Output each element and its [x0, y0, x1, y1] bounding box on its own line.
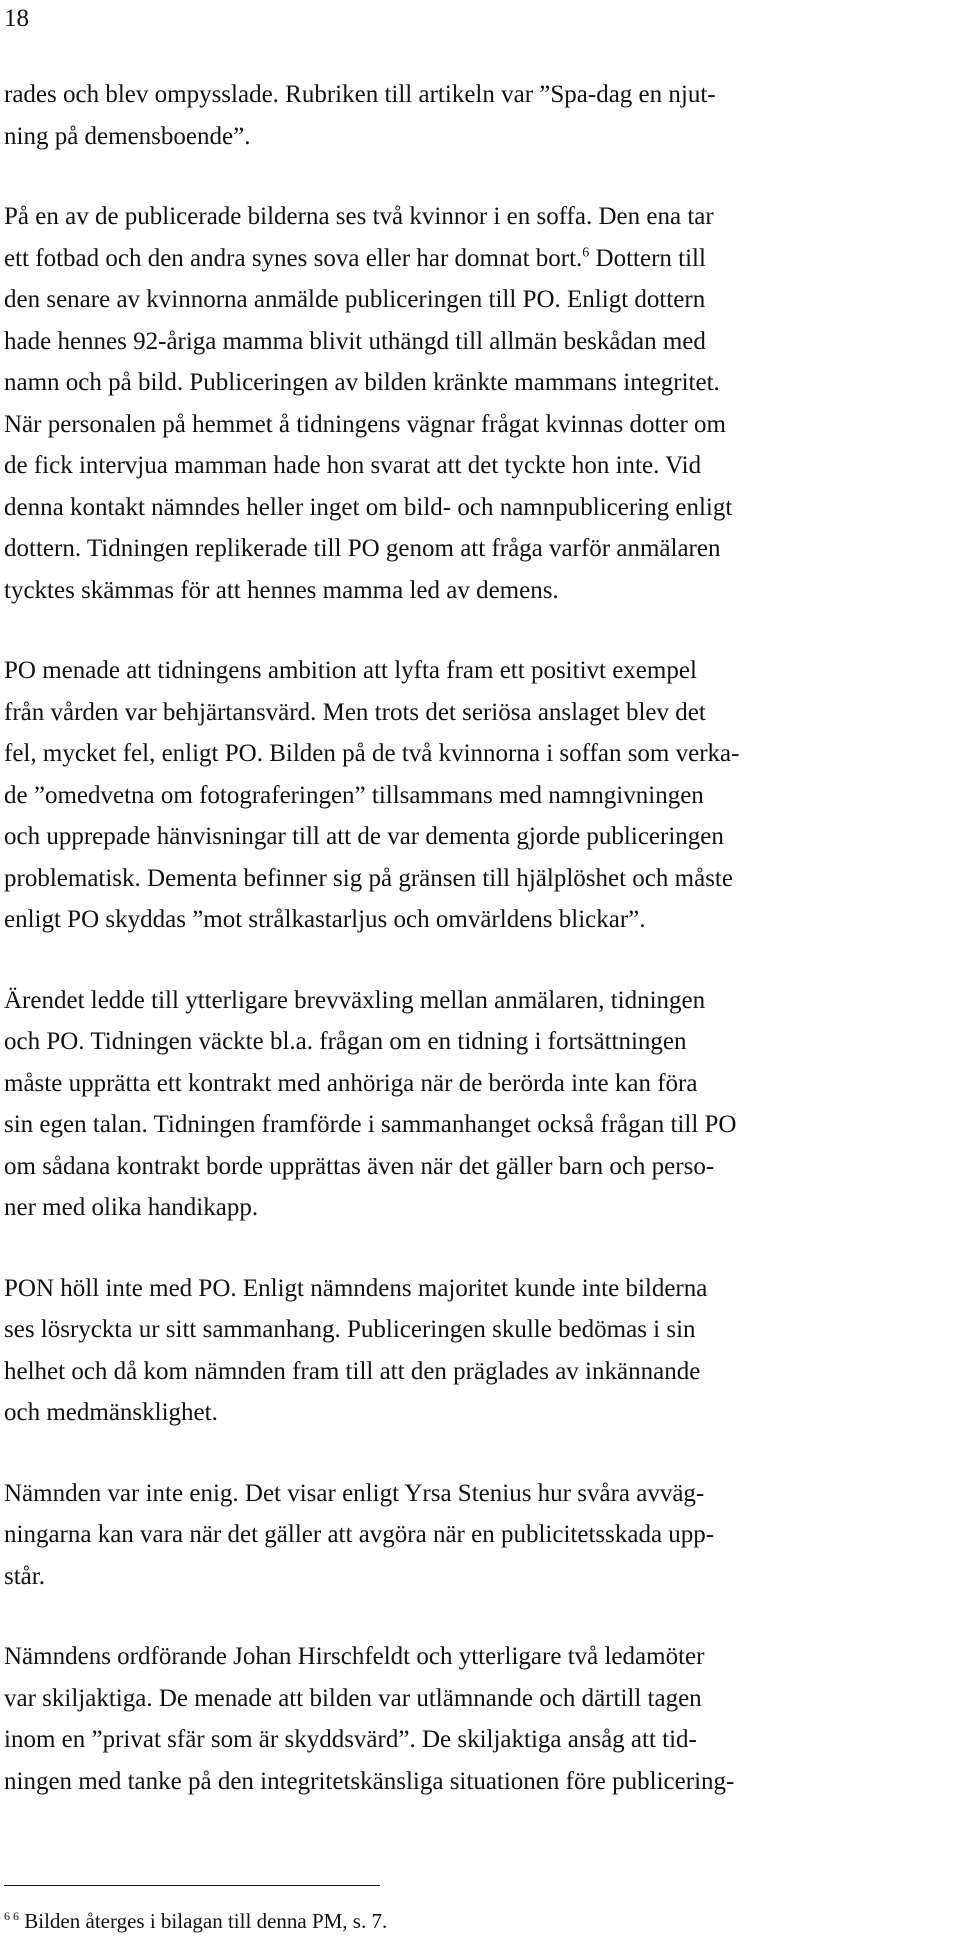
text-line: ses lösryckta ur sitt sammanhang. Publiceringen skulle bedömas i sin — [4, 1316, 696, 1343]
paragraph — [4, 1473, 954, 1598]
text-line: tycktes skämmas för att hennes mamma led av demens. — [4, 576, 559, 604]
text-line: inom en ”privat sfär som är skyddsvärd”. De skiljaktiga ansåg att tid- — [4, 1726, 697, 1753]
paragraph — [4, 650, 954, 941]
paragraph — [4, 980, 954, 1229]
text-line: de fick intervjua mamman hade hon svarat att det tyckte hon inte. Vid — [4, 452, 702, 479]
text-line: måste upprätta ett kontrakt med anhöriga när de berörda inte kan föra — [4, 1069, 698, 1097]
text-line: ner med olika handikapp. — [4, 1194, 259, 1221]
text-line: När personalen på hemmet å tidningens vägnar frågat kvinnas dotter om — [4, 410, 726, 438]
paragraph — [4, 74, 954, 157]
text-line: PO menade att tidningens ambition att lyfta fram ett positivt exempel — [4, 657, 697, 684]
text-line: om sådana kontrakt borde upprättas även när det gäller barn och perso- — [4, 1152, 715, 1180]
text-line-with-footnote — [4, 238, 954, 280]
text-line: denna kontakt nämndes heller inget om bild- och namnpublicering enligt — [4, 493, 733, 521]
text-line: och medmänsklighet. — [4, 1399, 218, 1426]
text-line: fel, mycket fel, enligt PO. Bilden på de två kvinnorna i soffan som verka- — [4, 740, 740, 767]
footnote-marks: 6 6 — [4, 1909, 19, 1923]
text-line: den senare av kvinnorna anmälde publiceringen till PO. Enligt dottern — [4, 286, 706, 313]
footnote-reference[interactable]: 6 — [582, 245, 590, 261]
text-line: de ”omedvetna om fotograferingen” tillsammans med namngivningen — [4, 781, 704, 809]
text-line: namn och på bild. Publiceringen av bilden kränkte mammans integritet. — [4, 369, 720, 396]
text-line: och PO. Tidningen väckte bl.a. frågan om en tidning i fortsättningen — [4, 1028, 687, 1055]
text-line: sin egen talan. Tidningen framförde i sammanhanget också frågan till PO — [4, 1111, 737, 1138]
text-line: från vården var behjärtansvärd. Men trots det seriösa anslaget blev det — [4, 698, 706, 726]
text-line: ningen med tanke på den integritetskänsliga situationen före publicering- — [4, 1767, 735, 1795]
footnote — [4, 1906, 387, 1936]
paragraph — [4, 1636, 954, 1802]
text-line: ningarna kan vara när det gäller att avgöra när en publicitetsskada upp- — [4, 1521, 715, 1548]
text-line: helhet och då kom nämnden fram till att den präglades av inkännande — [4, 1357, 701, 1385]
text-line: problematisk. Dementa befinner sig på gränsen till hjälplöshet och måste — [4, 864, 733, 892]
text-line: och upprepade hänvisningar till att de var dementa gjorde publiceringen — [4, 823, 724, 850]
text-line: dottern. Tidningen replikerade till PO genom att fråga varför anmälaren — [4, 535, 721, 562]
paragraph — [4, 1268, 954, 1434]
text-line: hade hennes 92-åriga mamma blivit uthängd till allmän beskådan med — [4, 327, 706, 355]
text-line: står. — [4, 1562, 45, 1590]
text-line: Nämndens ordförande Johan Hirschfeldt och ytterligare två ledamöter — [4, 1643, 705, 1670]
text-line: Nämnden var inte enig. Det visar enligt Yrsa Stenius hur svåra avväg- — [4, 1479, 705, 1507]
paragraph — [4, 196, 954, 611]
text-line: enligt PO skyddas ”mot strålkastarljus och omvärldens blickar”. — [4, 906, 646, 933]
footnote-divider — [4, 1885, 380, 1886]
text-line: var skiljaktiga. De menade att bilden var utlämnande och därtill tagen — [4, 1684, 702, 1712]
text-line: Ärendet ledde till ytterligare brevväxling mellan anmälaren, tidningen — [4, 986, 706, 1014]
text-line: ning på demensboende”. — [4, 122, 251, 150]
footnote-text: Bilden återges i bilagan till denna PM, s. 7. — [19, 1909, 388, 1933]
text-line: rades och blev ompysslade. Rubriken till artikeln var ”Spa-dag en njut- — [4, 81, 716, 108]
text-run: ett fotbad och den andra synes sova eller har domnat bort. — [4, 244, 583, 272]
text-line: På en av de publicerade bilderna ses två kvinnor i en soffa. Den ena tar — [4, 203, 714, 230]
text-line: PON höll inte med PO. Enligt nämndens majoritet kunde inte bilderna — [4, 1274, 708, 1302]
page-number: 18 — [4, 5, 29, 32]
text-run: Dottern till — [589, 244, 706, 272]
article-body — [4, 74, 954, 1841]
